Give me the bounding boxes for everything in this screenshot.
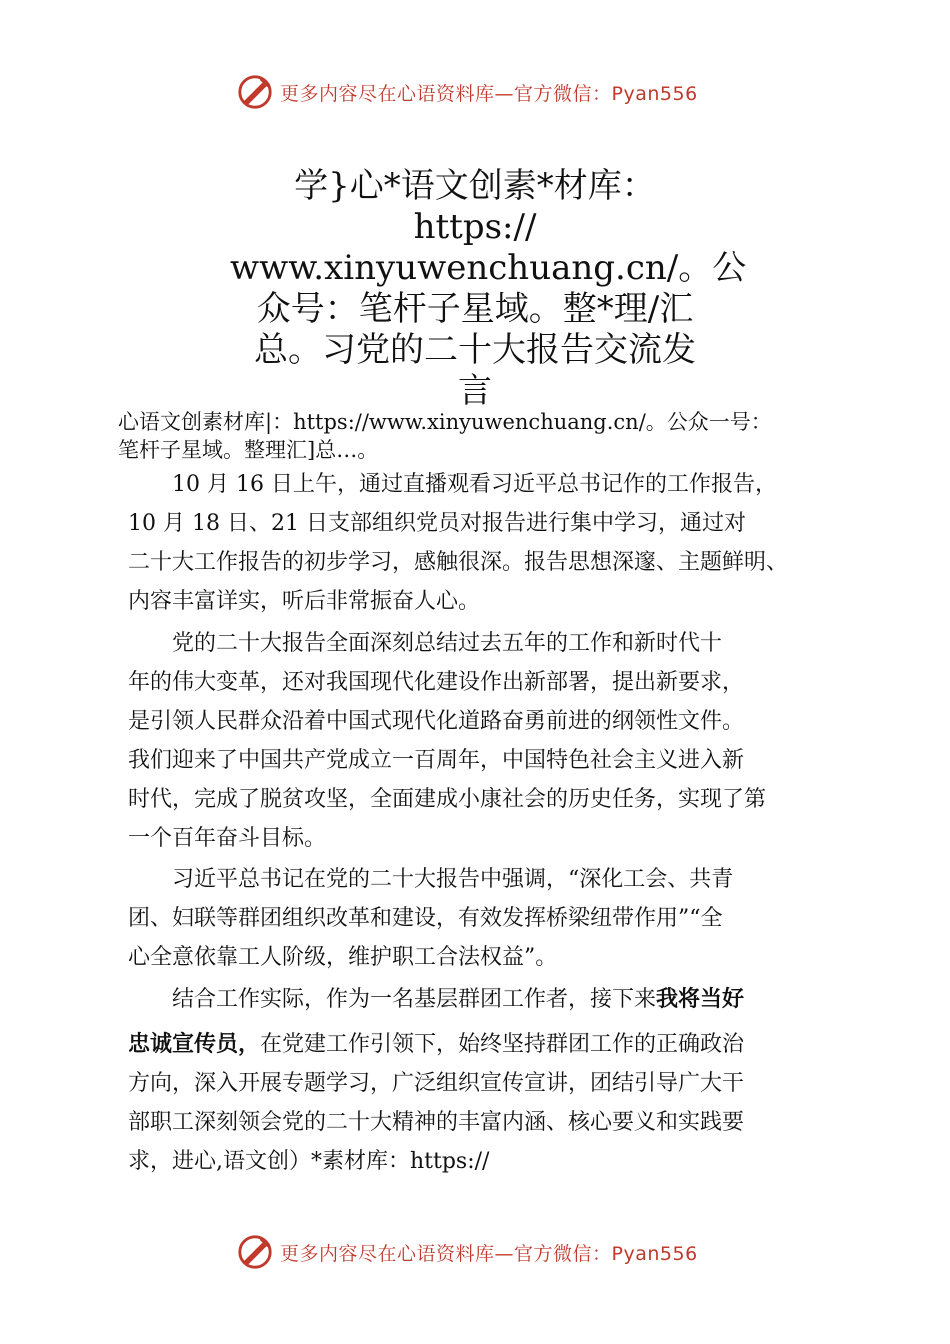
- paragraph-line: 时代，完成了脱贫攻坚，全面建成小康社会的历史任务，实现了第: [128, 787, 767, 812]
- paragraph-line: [128, 1025, 848, 1064]
- header-banner: [236, 72, 698, 112]
- title-line: 学}心*语文创素*材库：: [294, 166, 656, 206]
- paragraph-line: 党的二十大报告全面深刻总结过去五年的工作和新时代十: [128, 631, 723, 656]
- paragraph-line: 10 月 16 日上午，通过直播观看习近平总书记作的工作报告，: [128, 472, 777, 497]
- paragraph-line: 是引领人民群众沿着中国式现代化道路奋勇前进的纲领性文件。: [128, 709, 745, 734]
- paragraph-line: 求，进心,语文创）*素材库：https://: [128, 1149, 490, 1174]
- paragraph-line: 心全意依靠工人阶级，维护职工合法权益”。: [128, 945, 558, 970]
- paragraph-line: 团、妇联等群团组织改革和建设，有效发挥桥梁纽带作用”“全: [128, 906, 723, 931]
- paragraph-text: 在党建工作引领下，始终坚持群团工作的正确政治: [260, 1032, 745, 1057]
- subtitle-line: 笔杆子星域。整理汇]总…。: [118, 438, 379, 462]
- header-banner-text: 更多内容尽在心语资料库—官方微信：Pyan556: [280, 82, 698, 105]
- paragraph-1: [128, 465, 848, 621]
- paragraph-line: 我们迎来了中国共产党成立一百周年，中国特色社会主义进入新: [128, 748, 745, 773]
- paragraph-2: [128, 624, 848, 858]
- subtitle-line: 心语文创素材库|：https://www.xinyuwenchuang.cn/。公众一号：: [118, 410, 772, 434]
- title-line: www.xinyuwenchuang.cn/。公: [230, 248, 747, 288]
- paragraph-line: 部职工深刻领会党的二十大精神的丰富内涵、核心要义和实践要: [128, 1110, 745, 1135]
- emphasis-text: 我将当好: [656, 987, 745, 1012]
- document-title: [230, 166, 747, 412]
- footer-banner: [236, 1232, 698, 1272]
- paragraph-4: [128, 980, 848, 1181]
- title-line: 总。习党的二十大报告交流发: [254, 330, 696, 370]
- pen-logo-icon: [236, 1233, 274, 1271]
- paragraph-text: 结合工作实际，作为一名基层群团工作者，接下来: [128, 987, 657, 1012]
- paragraph-line: [128, 980, 848, 1019]
- paragraph-line: 习近平总书记在党的二十大报告中强调，“深化工会、共青: [128, 867, 734, 892]
- paragraph-line: 10 月 18 日、21 日支部组织党员对报告进行集中学习，通过对: [128, 511, 746, 536]
- footer-banner-text: 更多内容尽在心语资料库—官方微信：Pyan556: [280, 1242, 698, 1265]
- paragraph-line: 二十大工作报告的初步学习，感触很深。报告思想深邃、主题鲜明、: [128, 550, 789, 575]
- paragraph-line: 方向，深入开展专题学习，广泛组织宣传宣讲，团结引导广大干: [128, 1071, 745, 1096]
- title-line: 众号：笔杆子星域。整*理/汇: [256, 289, 694, 329]
- paragraph-line: 一个百年奋斗目标。: [128, 826, 327, 851]
- paragraph-line: 内容丰富详实，听后非常振奋人心。: [128, 589, 481, 614]
- title-line: https://: [413, 207, 537, 247]
- emphasis-text: 忠诚宣传员，: [128, 1032, 261, 1057]
- pen-logo-icon: [236, 73, 274, 111]
- paragraph-line: 年的伟大变革，还对我国现代化建设作出新部署，提出新要求，: [128, 670, 745, 695]
- paragraph-3: [128, 860, 848, 977]
- title-line: 言: [458, 371, 492, 411]
